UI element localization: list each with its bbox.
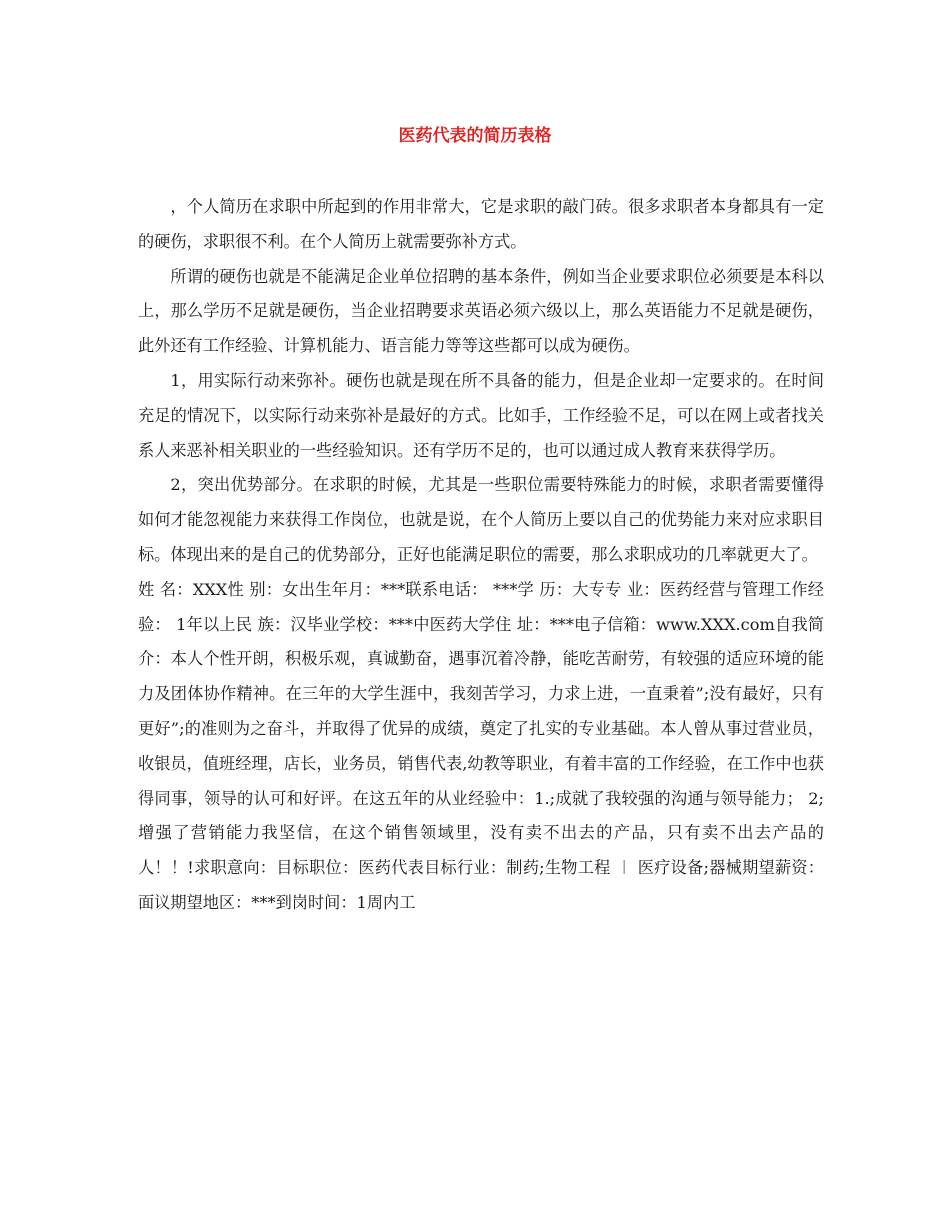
document-body xyxy=(138,190,824,921)
page-title: 医药代表的简历表格 xyxy=(398,126,552,146)
paragraph-point-1: 1，用实际行动来弥补。硬伤也就是现在所不具备的能力，但是企业却一定要求的。在时间充足的情况下，以实际行动来弥补是最好的方式。比如手，工作经验不足，可以在网上或者找关系人来恶补相关职业的一些经验知识。还有学历不足的，也可以通过成人教育来获得学历。 xyxy=(138,370,824,460)
paragraph-intro: ，个人简历在求职中所起到的作用非常大，它是求职的敲门砖。很多求职者本身都具有一定的硬伤，求职很不利。在个人简历上就需要弥补方式。 xyxy=(138,197,824,251)
resume-info-block: 姓 名：XXX性 别：女出生年月：***联系电话： ***学 历：大专专 业：医药经营与管理工作经验： 1年以上民 族：汉毕业学校：***中医药大学住 址：***电子信箱：www.XXX.com自我简介：本人个性开朗，积极乐观，真诚勤奋，遇事沉着冷静，能吃苦耐劳，有较强的适应环境的能力及团体协作精神。在三年的大学生涯中，我刻苦学习，力求上进，一直秉着”;没有最好，只有更好”;的准则为之奋斗，并取得了优异的成绩，奠定了扎实的专业基础。本人曾从事过营业员，收银员，值班经理，店长，业务员，销售代表,幼教等职业，有着丰富的工作经验，在工作中也获得同事，领导的认可和好评。在这五年的从业经验中：1.;成就了我较强的沟通与领导能力； 2;增强了营销能力我坚信，在这个销售领域里，没有卖不出去的产品，只有卖不出去产品的人！！!求职意向：目标职位：医药代表目标行业：制药;生物工程 ︱ 医疗设备;器械期望薪资：面议期望地区：***到岗时间：1周内工 xyxy=(138,579,824,912)
paragraph-definition: 所谓的硬伤也就是不能满足企业单位招聘的基本条件，例如当企业要求职位必须要是本科以上，那么学历不足就是硬伤，当企业招聘要求英语必须六级以上，那么英语能力不足就是硬伤，此外还有工作经验、计算机能力、语言能力等等这些都可以成为硬伤。 xyxy=(138,266,824,356)
paragraph-point-2: 2，突出优势部分。在求职的时候，尤其是一些职位需要特殊能力的时候，求职者需要懂得如何才能忽视能力来获得工作岗位，也就是说，在个人简历上要以自己的优势能力来对应求职目标。体现出来的是自己的优势部分，正好也能满足职位的需要，那么求职成功的几率就更大了。 xyxy=(138,475,824,564)
